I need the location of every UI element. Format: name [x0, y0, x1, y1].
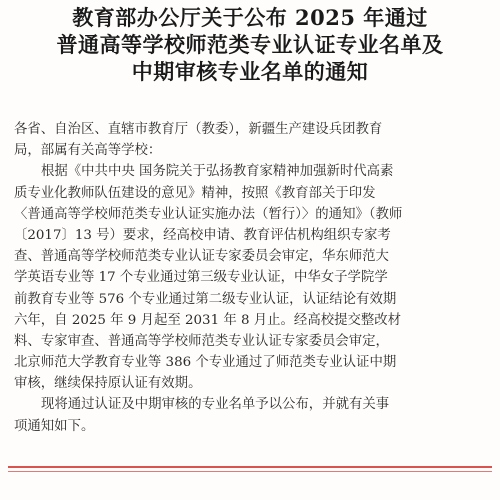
paragraph-2-line-2: 项通知如下。	[14, 418, 95, 434]
document-body	[14, 119, 488, 437]
salutation	[14, 119, 488, 161]
title-line-2: 普通高等学校师范类专业认证专业名单及	[56, 32, 444, 57]
title-line-1: 教育部办公厅关于公布 2025 年通过	[72, 5, 428, 30]
paragraph-1-line-4: 〔2017〕13 号）要求，经高校申请、教育评估机构组织专家考	[14, 227, 391, 243]
paragraph-1-line-7: 前教育专业等 576 个专业通过第二级专业认证，认证结论有效期	[14, 291, 397, 307]
paragraph-1-line-5: 查、普通高等学校师范类专业认证专家委员会审定，华东师范大	[14, 249, 389, 265]
paragraph-2-line-1: 现将通过认证及中期审核的专业名单予以公布，并就有关事	[41, 397, 390, 413]
salutation-line-2: 局，部属有关高等学校：	[14, 143, 162, 159]
paragraph-1-line-10: 北京师范大学教育专业等 386 个专业通过了师范类专业认证中期	[14, 355, 397, 371]
header-rule-thick	[8, 466, 492, 468]
paragraph-2	[14, 394, 488, 436]
paragraph-1-line-8: 六年，自 2025 年 9 月起至 2031 年 8 月止。经高校提交整改材	[14, 312, 402, 328]
paragraph-1-line-2: 质专业化教师队伍建设的意见》精神，按照《教育部关于印发	[14, 185, 376, 201]
title-line-3: 中期审核专业名单的通知	[131, 59, 369, 84]
paragraph-1-line-11: 审核，继续保持原认证有效期。	[14, 376, 202, 392]
paragraph-1	[14, 161, 488, 394]
document-title	[0, 4, 500, 85]
paragraph-1-line-6: 学英语专业等 17 个专业通过第三级专业认证，中华女子学院学	[14, 270, 388, 286]
header-rule-thin	[8, 471, 492, 472]
salutation-line-1: 各省、自治区、直辖市教育厅（教委），新疆生产建设兵团教育	[14, 122, 383, 137]
paragraph-1-line-1: 根据《中共中央 国务院关于弘扬教育家精神加强新时代高素	[41, 164, 394, 180]
paragraph-1-line-3: 〈普通高等学校师范类专业认证实施办法（暂行）〉的通知》（教师	[14, 206, 403, 222]
paragraph-1-line-9: 料、专家审查、普通高等学校师范类专业认证专家委员会审定，	[14, 333, 389, 349]
